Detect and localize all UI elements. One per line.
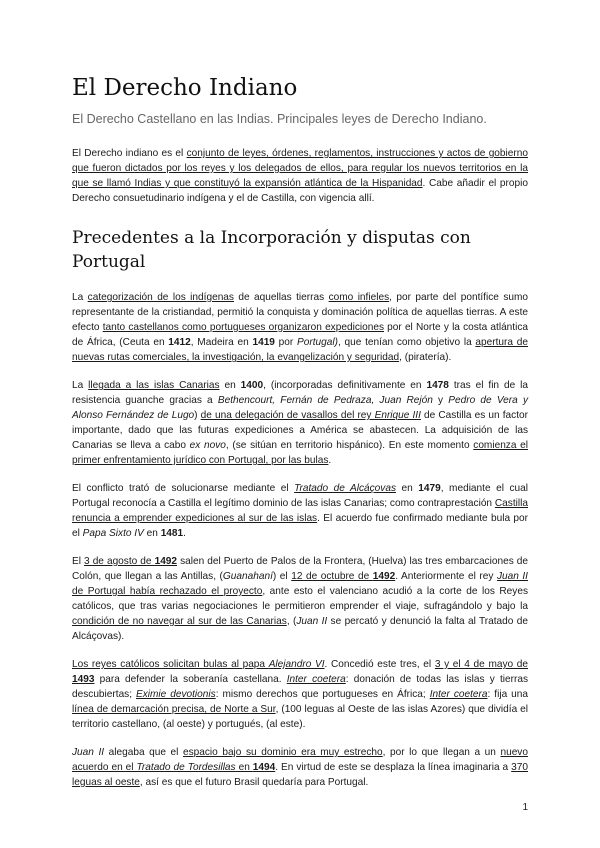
text-run: 1478 [426,380,449,391]
text-run: , por lo que llegan a un [382,747,501,758]
paragraph-tordesillas [72,745,528,790]
text-run: en [143,528,161,539]
text-run: 1493 [72,674,95,685]
text-run: . [328,455,332,466]
text-run: de Portugal había rechazado el proyecto [72,586,263,597]
text-run: Juan II [72,747,105,758]
text-run: Inter coetera [286,674,346,685]
text-run: conjunto de leyes, órdenes, reglamentos, instrucciones y actos de gobierno que fueron dictados por los reyes y los delegados de ellos, para regular los nuevos territorios en la que se llamó Indias y que constituyó la expansión atlántica de la Hispanidad [72,148,528,189]
text-run: 3 de agosto de [84,556,155,567]
paragraph-indigenas [72,290,528,365]
text-run: en [396,483,419,494]
text-run: , (incorporadas definitivamente en [263,380,427,391]
paragraph-colon [72,554,528,644]
text-run: nuevo acuerdo en el [72,747,528,773]
text-run: categorización de los indígenas [87,292,234,303]
text-run: Guanahaní [222,571,273,582]
text-run: ) el [272,571,292,582]
text-run: por [274,337,297,348]
text-run: condición de no navegar al sur de las Canarias [72,616,287,627]
text-run: 370 leguas al oeste [72,762,528,788]
text-run: La [72,292,88,303]
text-run: Juan II [496,571,528,582]
text-run: , Madeira en [190,337,253,348]
text-run: salen del Puerto de Palos de la Frontera, (Huelva) las tres embarcaciones de Colón, que llegan a las Antillas, ( [72,556,529,582]
text-run: Tratado de Tordesillas [136,762,236,773]
text-run: El conflicto trató de solucionarse mediante el [72,483,295,494]
text-run: ) [194,410,201,421]
text-run: , mediante el cual Portugal reconocía a Castilla el legítimo dominio de las islas Canarias; como contraprestación [72,483,528,509]
text-run: tras el fin de la resistencia guanche gracias a [72,380,528,406]
text-run: El [72,556,85,567]
text-run: se percató y denunció la falta al Tratado de Alcáçovas). [72,616,528,642]
text-run: de una delegación de vasallos del rey [200,410,375,421]
text-run: 1481 [160,528,184,539]
intro-paragraph [72,146,528,206]
document-subtitle: El Derecho Castellano en las Indias. Principales leyes de Derecho Indiano. [72,112,487,126]
text-run: 1419 [252,337,275,348]
text-run: , ( [286,616,297,627]
text-run: , (piratería). [399,352,452,363]
text-run: . El acuerdo fue confirmado mediante bula por el [72,513,529,539]
text-run: . Anteriormente el rey [395,571,497,582]
text-run: 3 y el 4 de mayo de [434,659,528,670]
text-run: El Derecho indiano es el [72,148,187,159]
text-run: : donación de todas las islas y tierras descubiertas; [72,674,529,700]
text-run: para defender la soberanía castellana. [94,674,287,685]
text-run: , por parte del pontífice sumo representante de la cristiandad, permitió la conquista y dominación política de aquellas tierras. A este efecto [72,292,528,333]
text-run: 1412 [168,337,191,348]
text-run: , así es que el futuro Brasil quedaría para Portugal. [139,777,369,788]
text-run: Portugal) [297,337,338,348]
text-run: 1492 [154,556,178,567]
text-run: La [72,380,89,391]
text-run: , (100 leguas al Oeste de las islas Azores) que dividía el territorio castellano, (al oeste) y portugués, (al este). [72,704,528,730]
text-run: llegada a las islas Canarias [88,380,220,391]
text-run: . [183,528,186,539]
text-run: . En virtud de este se desplaza la línea imaginaria a [275,762,512,773]
text-run: Bethencourt, Fernán de Pedraza, Juan Rejón [217,395,433,406]
page-number: 1 [522,802,528,813]
text-run: : mismo derechos que portugueses en África; [215,689,430,700]
paragraph-canarias [72,378,528,468]
text-run: tanto castellanos como portugueses organizaron expediciones [102,322,384,333]
text-run: Papa Sixto IV [82,528,144,539]
text-run: Castilla renuncia a emprender expediciones al sur de las islas [72,498,528,524]
text-run: , ante esto el valenciano acudió a la corte de los Reyes católicos, que tras varias negociaciones le permitieron emprender el viaje, sufragándolo y bajo la [72,586,528,612]
text-run: 1479 [418,483,441,494]
text-run: comienza el primer enfrentamiento jurídico con Portugal, por las bulas [72,440,528,466]
text-run: 1492 [372,571,396,582]
text-run: . Cabe añadir el propio Derecho consuetudinario indígena y el de Castilla, con vigencia allí. [72,178,528,204]
text-run: alegaba que el [104,747,183,758]
text-run: apertura de nuevas rutas comerciales, la investigación, la evangelización y seguridad [72,337,528,363]
paragraph-bulas [72,657,528,732]
text-run: línea de demarcación precisa, de Norte a Sur [72,704,276,715]
section-heading: Precedentes a la Incorporación y disputas con Portugal [72,228,471,272]
text-run: Tratado de Alcáçovas [294,483,396,494]
text-run: de Castilla es un factor importante, dado que las futuras expediciones a América se abastecen. La adquisición de las Canarias se lleva a cabo [72,410,528,451]
text-run: 1400 [240,380,264,391]
text-run: espacio bajo su dominio era muy estrecho [182,747,383,758]
text-run: : fija una [487,689,528,700]
text-run: como infieles [328,292,390,303]
text-run: 1494 [252,762,276,773]
text-run: Eximie devotionis [136,689,216,700]
text-run: en [219,380,241,391]
text-run: de aquellas tierras [233,292,329,303]
text-run: , que tenían como objetivo la [337,337,476,348]
text-run: Alejandro VI [268,659,325,670]
text-run: , (se sitúan en territorio hispánico). En este momento [225,440,474,451]
text-run: Enrique III [374,410,421,421]
text-run: 12 de octubre de [291,571,373,582]
text-run: Juan II [296,616,328,627]
text-run: ex novo [189,440,226,451]
text-run: . Concedió este tres, el [324,659,435,670]
text-run: Los reyes católicos solicitan bulas al papa [72,659,269,670]
paragraph-alcacovas [72,481,528,541]
text-run: Inter coetera [429,689,488,700]
text-run: Pedro de Vera y Alonso Fernández de Lugo [72,395,528,421]
text-run: en [235,762,253,773]
text-run: por el Norte y la costa atlántica de África, (Ceuta en [72,322,528,348]
document-title: El Derecho Indiano [72,75,298,101]
text-run: y [432,395,449,406]
